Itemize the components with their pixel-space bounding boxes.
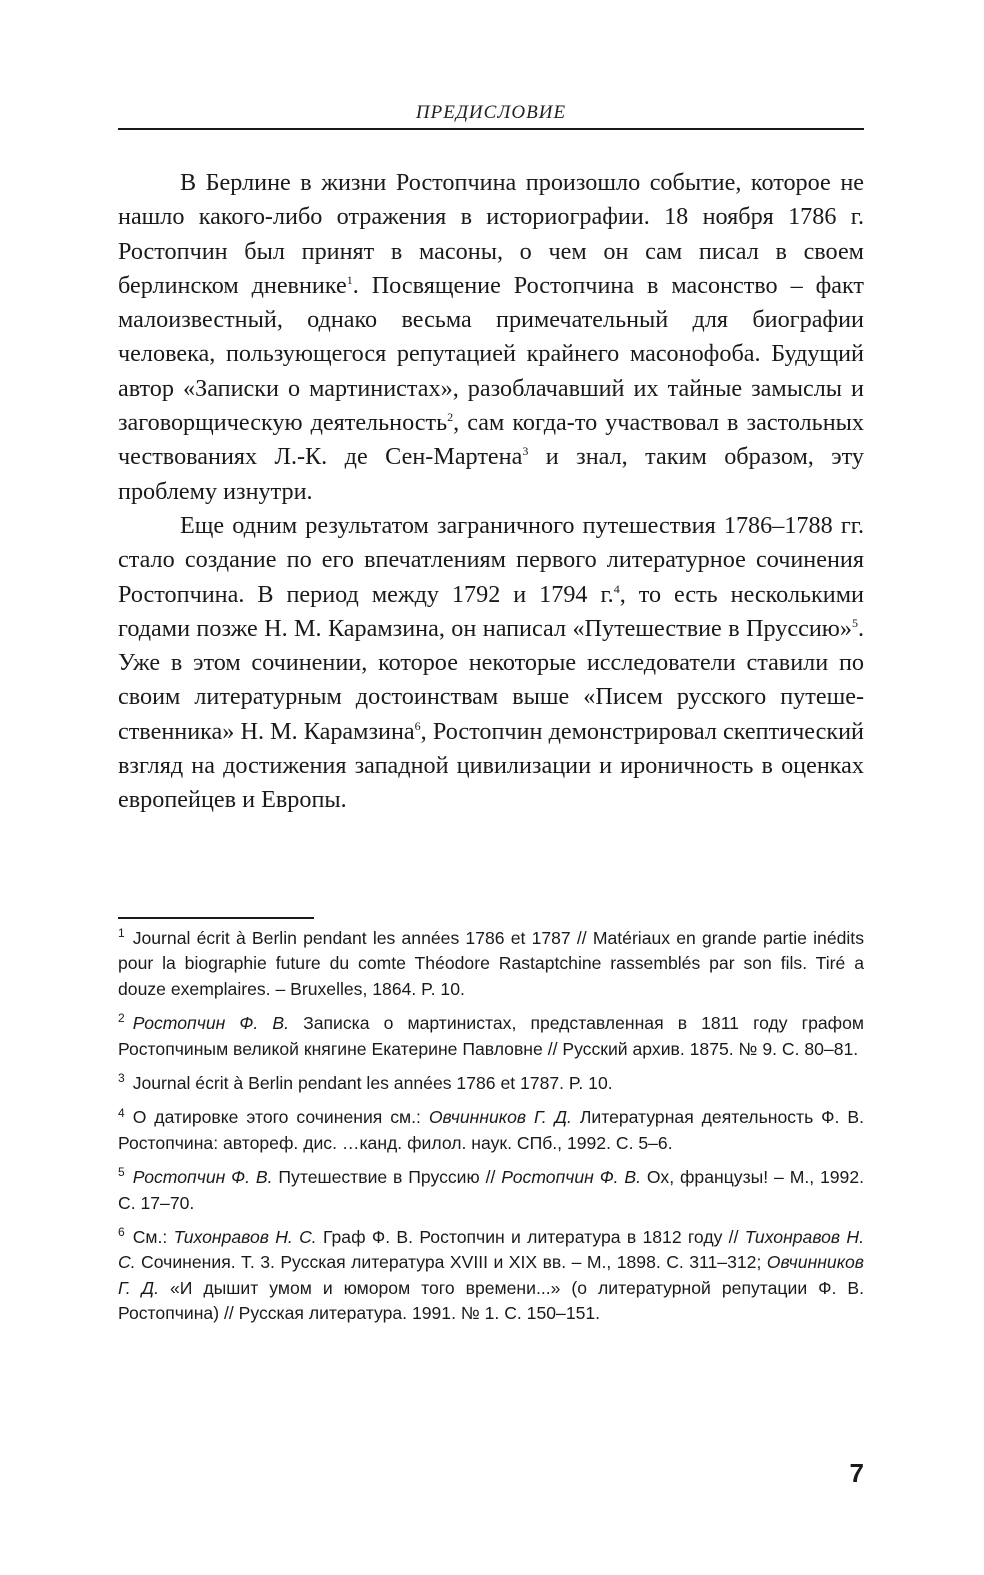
- footnote-text: Сочинения. Т. 3. Русская литература XVIII и XIX вв. – М., 1898. С. 311–312;: [135, 1252, 767, 1273]
- footnote-4: [118, 1105, 864, 1156]
- footnote-author: Ростопчин Ф. В.: [132, 1167, 273, 1188]
- footnote-text: Записка о мартинистах, представленная в 1811 году графом Ростопчиным великой княгине Екатерине Павловне // Русский архив. 1875. № 9. С. 80–81.: [118, 1013, 865, 1059]
- paragraph-1: [118, 166, 864, 509]
- footnote-number: 1: [118, 926, 125, 941]
- footnote-ref-5[interactable]: 5: [851, 615, 858, 630]
- footnote-text: Путешествие в Пруссию //: [272, 1167, 502, 1188]
- text-run: , Ростопчин демонстрировал скептический взгляд на достижения западной цивилизации и ироничность в оценках европейцев и Европы.: [118, 717, 864, 814]
- main-text: [118, 166, 864, 818]
- footnote-ref-6[interactable]: 6: [414, 718, 421, 733]
- footnote-author: Тихонравов Н. С.: [173, 1227, 317, 1248]
- footnote-ref-3[interactable]: 3: [522, 444, 529, 459]
- footnote-text: Литературная деятельность Ф. В. Ростопчина: автореф. дис. …канд. филол. наук. СПб., 1992. С. 5–6.: [118, 1107, 865, 1153]
- footnote-ref-2[interactable]: 2: [447, 410, 454, 425]
- footnote-author: Овчинников Г. Д.: [118, 1252, 864, 1298]
- footnote-number: 4: [118, 1105, 125, 1120]
- footnote-2: [118, 1011, 864, 1062]
- footnote-3: [118, 1071, 864, 1096]
- footnote-1: [118, 926, 864, 1002]
- page-number: 7: [849, 1458, 864, 1488]
- text-run: . Уже в этом сочинении, которое некоторые исследователи ставили по своим литературным достоинствам выше «Писем русского путешественника» Н. М. Карамзина: [118, 614, 864, 745]
- footnote-number: 3: [118, 1071, 125, 1086]
- footnote-text: Граф Ф. В. Ростопчин и литература в 1812 году //: [316, 1227, 745, 1248]
- footnote-number: 2: [118, 1011, 125, 1026]
- footnotes: [118, 926, 864, 1336]
- footnote-ref-1[interactable]: 1: [346, 272, 353, 287]
- footnote-text: Ох, французы! – М., 1992. С. 17–70.: [118, 1167, 865, 1213]
- footnote-text: См.:: [132, 1227, 174, 1248]
- footnote-text: Journal écrit à Berlin pendant les années 1786 et 1787 // Matériaux en grande partie inédits pour la biographie future du comte Théodore Rastaptchine rassemblés par son fils. Tiré a douze exemplaires. – Bruxelles, 1864. P. 10.: [118, 928, 864, 999]
- footnote-text: Journal écrit à Berlin pendant les années 1786 et 1787. P. 10.: [132, 1073, 613, 1094]
- footnote-author: Овчинников Г. Д.: [428, 1107, 572, 1128]
- footnote-author: Ростопчин Ф. В.: [501, 1167, 642, 1188]
- header-rule: [118, 128, 864, 130]
- text-run: и знал, таким образом, эту проблему изнутри.: [118, 443, 865, 505]
- text-run: , сам когда-то участвовал в застольных чествованиях Л.-К. де Сен-Мартена: [118, 409, 864, 471]
- text-run: Еще одним результатом заграничного путешествия 1786–1788 гг. стало создание по его впечатлениям первого литературное сочинения Ростопчина. В период между 1792 и 1794 г.: [118, 511, 864, 608]
- footnote-ref-4[interactable]: 4: [613, 581, 620, 596]
- footnote-author: Ростопчин Ф. В.: [132, 1013, 289, 1034]
- footnote-6: [118, 1225, 864, 1327]
- footnote-text: «И дышит умом и юмором того времени...» (о литературной репутации Ф. В. Ростопчина) // Русская литература. 1991. № 1. С. 150–151.: [118, 1277, 864, 1324]
- text-run: . Посвящение Ростопчина в масонство – факт малоизвестный, однако весьма примечательный для биографии человека, пользующегося репутацией крайнего масонофоба. Будущий автор «Записки о мартинистах», разоблачавший их тайные замыслы и заговорщическую деятельность: [118, 271, 864, 437]
- footnote-number: 6: [118, 1225, 125, 1240]
- footnote-5: [118, 1165, 864, 1216]
- footnote-author: Тихонравов Н. С.: [118, 1227, 864, 1273]
- text-run: В Берлине в жизни Ростопчина произошло событие, которое не нашло какого-либо отражения в историографии. 18 ноября 1786 г. Ростопчин был принят в масоны, о чем он сам писал в своем берлинском дневнике: [118, 169, 864, 299]
- footnote-number: 5: [118, 1165, 125, 1180]
- running-title: ПРЕДИСЛОВИЕ: [415, 102, 567, 123]
- footnote-text: О датировке этого сочинения см.:: [132, 1107, 429, 1128]
- footnote-separator: [118, 917, 314, 919]
- paragraph-2: [118, 509, 864, 818]
- text-run: , то есть несколькими годами позже Н. М. Карамзина, он написал «Путешествие в Пруссию»: [118, 580, 865, 642]
